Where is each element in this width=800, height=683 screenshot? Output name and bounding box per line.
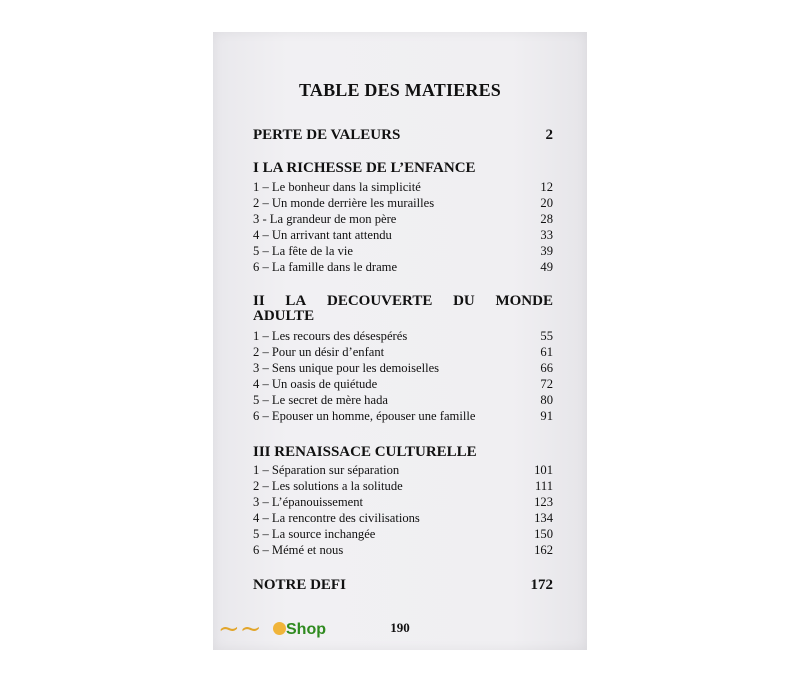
toc-entry-page: 172 — [530, 577, 553, 593]
toc-entry-page: 2 — [545, 127, 553, 143]
toc-part-label-word: DECOUVERTE — [327, 293, 433, 309]
toc-entry-page: 111 — [535, 479, 553, 493]
toc-entry-page: 66 — [540, 361, 553, 375]
toc-entry-label: 5 – La fête de la vie — [253, 244, 353, 258]
toc-entry-page: 49 — [540, 260, 553, 274]
toc-entry-page: 162 — [534, 543, 553, 557]
toc-part-2-heading — [253, 294, 553, 324]
toc-entry — [253, 361, 553, 376]
toc-entry-page: 33 — [540, 228, 553, 242]
toc-entry — [253, 196, 553, 211]
toc-entry — [253, 180, 553, 195]
toc-part-label: I LA RICHESSE DE L’ENFANCE — [253, 160, 476, 176]
toc-part-label-word: II — [253, 293, 265, 309]
toc-entry-page: 28 — [540, 212, 553, 226]
toc-entry-label: 1 – Les recours des désespérés — [253, 329, 408, 343]
toc-entry — [253, 543, 553, 558]
toc-entry-label: 2 – Pour un désir d’enfant — [253, 345, 385, 359]
toc-part-3-heading — [253, 444, 553, 461]
toc-entry-label: 2 – Les solutions a la solitude — [253, 479, 403, 493]
toc-entry — [253, 495, 553, 510]
toc-entry-page: 123 — [534, 495, 553, 509]
toc-entry — [253, 393, 553, 408]
toc-entry-label: NOTRE DEFI — [253, 577, 346, 593]
toc-entry-page: 91 — [540, 409, 553, 423]
toc-entry — [253, 377, 553, 392]
toc-entry-label: 6 – La famille dans le drame — [253, 260, 398, 274]
toc-part-label-word: LA — [285, 293, 307, 309]
toc-entry-label: 5 – La source inchangée — [253, 527, 376, 541]
toc-entry-label: 3 - La grandeur de mon père — [253, 212, 397, 226]
toc-entry-label: 4 – Un oasis de quiétude — [253, 377, 378, 391]
toc-entry-page: 80 — [540, 393, 553, 407]
toc-entry-label: 3 – Sens unique pour les demoiselles — [253, 361, 440, 375]
toc-entry-epilogue — [253, 577, 553, 594]
toc-entry — [253, 527, 553, 542]
toc-entry-label: 6 – Epouser un homme, épouser une famille — [253, 409, 476, 423]
toc-entry — [253, 511, 553, 526]
toc-entry-label: 1 – Le bonheur dans la simplicité — [253, 180, 421, 194]
toc-entry-page: 55 — [540, 329, 553, 343]
toc-entry — [253, 212, 553, 227]
logo-text: Shop — [286, 621, 326, 638]
toc-entry-label: 3 – L’épanouissement — [253, 495, 364, 509]
toc-part-label: III RENAISSACE CULTURELLE — [253, 444, 477, 460]
book-page — [213, 32, 587, 650]
toc-entry-label: 1 – Séparation sur séparation — [253, 463, 400, 477]
toc-part-label-word: MONDE — [495, 293, 553, 309]
toc-part-1-heading — [253, 160, 553, 177]
page-number: 190 — [390, 620, 410, 635]
toc-entry-label: PERTE DE VALEURS — [253, 127, 401, 143]
toc-entry — [253, 228, 553, 243]
toc-entry-page: 39 — [540, 244, 553, 258]
toc-title: TABLE DES MATIERES — [299, 80, 501, 100]
toc-entry — [253, 479, 553, 494]
toc-entry-page: 61 — [540, 345, 553, 359]
toc-part-label-line2: ADULTE — [253, 308, 315, 324]
toc-entry — [253, 329, 553, 344]
logo-swirl-icon: ~~ — [218, 614, 262, 644]
toc-entry — [253, 345, 553, 360]
toc-entry-label: 2 – Un monde derrière les murailles — [253, 196, 435, 210]
toc-entry-label: 4 – La rencontre des civilisations — [253, 511, 420, 525]
toc-part-label-word: DU — [453, 293, 475, 309]
toc-entry-label: 6 – Mémé et nous — [253, 543, 344, 557]
toc-entry — [253, 244, 553, 259]
toc-entry — [253, 409, 553, 424]
toc-entry-prologue — [253, 127, 553, 144]
toc-entry-label: 5 – Le secret de mère hada — [253, 393, 388, 407]
toc-entry-page: 12 — [540, 180, 553, 194]
toc-entry-page: 101 — [534, 463, 553, 477]
toc-entry — [253, 260, 553, 275]
toc-entry-page: 72 — [540, 377, 553, 391]
toc-entry-page: 20 — [540, 196, 553, 210]
toc-entry-label: 4 – Un arrivant tant attendu — [253, 228, 392, 242]
toc-entry-page: 150 — [534, 527, 553, 541]
toc-entry — [253, 463, 553, 478]
toc-entry-page: 134 — [534, 511, 553, 525]
